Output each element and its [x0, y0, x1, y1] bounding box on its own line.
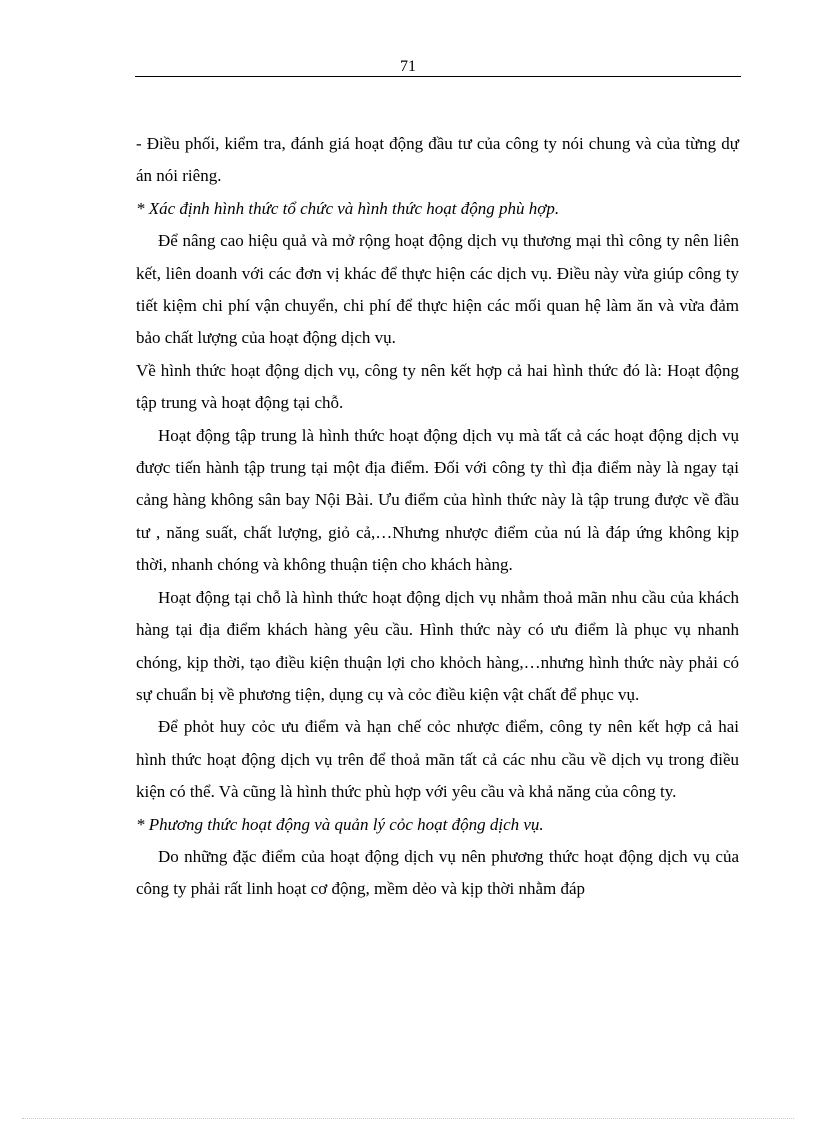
paragraph-centralized-operation: Hoạt động tập trung là hình thức hoạt động dịch vụ mà tất cả các hoạt động dịch vụ được tiến hành tập trung tại một địa điểm. Đối với công ty thì địa điểm này là ngay tại cảng hàng không sân bay Nội Bài. Ưu điểm của hình thức này là tập trung được về đầu tư , năng suất, chất lượng, giỏ cả,…Nhưng nhược điểm của nú là đáp ứng không kịp thời, nhanh chóng và không thuận tiện cho khách hàng.: [136, 425, 739, 575]
paragraph-bullet-coordination: - Điều phối, kiểm tra, đánh giá hoạt động đầu tư của công ty nói chung và của từng dự án nói riêng.: [136, 134, 739, 186]
paragraph-efficiency: Để nâng cao hiệu quả và mở rộng hoạt động dịch vụ thương mại thì công ty nên liên kết, liên doanh với các đơn vị khác để thực hiện các dịch vụ. Điều này vừa giúp công ty tiết kiệm chi phí vận chuyển, chi phí để thực hiện các mối quan hệ làm ăn và vừa đảm bảo chất lượng của hoạt động dịch vụ.: [136, 231, 739, 348]
page-number: 71: [400, 58, 416, 75]
header-divider: [135, 76, 741, 77]
paragraph-flexibility: Do những đặc điểm của hoạt động dịch vụ nên phương thức hoạt động dịch vụ của công ty phải rất linh hoạt cơ động, mềm dẻo và kịp thời nhằm đáp: [136, 846, 739, 899]
paragraph-combination: Để phỏt huy cỏc ưu điểm và hạn chế cỏc nhược điểm, công ty nên kết hợp cả hai hình thức hoạt động dịch vụ trên để thoả mãn tất cả các nhu cầu về dịch vụ trong điều kiện có thể. Và cũng là hình thức phù hợp với yêu cầu và khả năng của công ty.: [136, 717, 739, 802]
subheading-operation-method: * Phương thức hoạt động và quản lý cỏc hoạt động dịch vụ.: [136, 814, 544, 834]
page-bottom-border: [22, 1118, 794, 1119]
subheading-organization-form: * Xác định hình thức tổ chức và hình thức hoạt động phù hợp.: [136, 198, 560, 218]
paragraph-onsite-operation: Hoạt động tại chỗ là hình thức hoạt động dịch vụ nhằm thoả mãn nhu cầu của khách hàng tại địa điểm khách hàng yêu cầu. Hình thức này có ưu điểm là phục vụ nhanh chóng, kịp thời, tạo điều kiện thuận lợi cho khỏch hàng,…nhưng hình thức này phải có sự chuẩn bị về phương tiện, dụng cụ và cỏc điều kiện vật chất để phục vụ.: [136, 587, 739, 704]
paragraph-service-forms: Về hình thức hoạt động dịch vụ, công ty nên kết hợp cả hai hình thức đó là: Hoạt động tập trung và hoạt động tại chỗ.: [136, 360, 739, 413]
document-body: [136, 128, 739, 906]
